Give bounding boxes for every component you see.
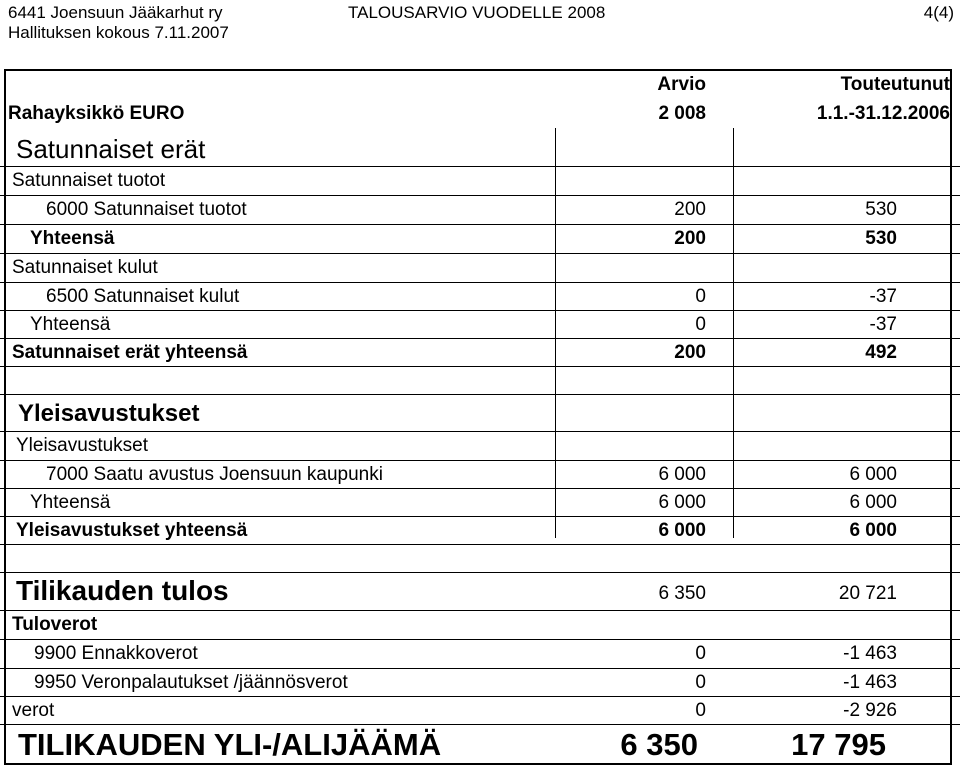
budget-value: 200 [674, 199, 706, 220]
row-label: 7000 Saatu avustus Joensuun kaupunki [46, 464, 383, 485]
budget-value: 6 000 [658, 492, 706, 513]
table-row [0, 310, 960, 339]
table-row [0, 282, 960, 311]
table-row [0, 253, 960, 283]
budget-value: 6 350 [620, 727, 698, 762]
actual-value: 17 795 [791, 727, 886, 762]
table-row [0, 338, 960, 367]
budget-value: 200 [674, 228, 706, 249]
actual-value: 492 [865, 342, 897, 363]
budget-value: 200 [674, 342, 706, 363]
table-row [0, 488, 960, 517]
budget-column-header: Arvio [657, 74, 706, 95]
budget-year: 2 008 [658, 103, 706, 124]
row-label: Satunnaiset tuotot [12, 170, 166, 191]
actual-value: 6 000 [849, 492, 897, 513]
page-number: 4(4) [923, 3, 954, 22]
budget-value: 0 [695, 286, 706, 307]
org-name: 6441 Joensuun Jääkarhut ry [8, 3, 223, 22]
row-label: Yleisavustukset [16, 435, 149, 456]
actual-value: 530 [865, 228, 897, 249]
row-label: Yhteensä [30, 492, 111, 513]
result-title: TILIKAUDEN YLI-/ALIJÄÄMÄ [18, 727, 442, 762]
budget-value: 0 [695, 672, 706, 693]
table-row [0, 394, 960, 432]
table-row [0, 166, 960, 196]
row-label: Yhteensä [30, 314, 111, 335]
row-label: 6500 Satunnaiset kulut [46, 286, 240, 307]
table-row [0, 431, 960, 461]
currency-unit-label: Rahayksikkö EURO [8, 103, 185, 124]
budget-value: 6 350 [658, 583, 706, 604]
document-title: TALOUSARVIO VUODELLE 2008 [348, 3, 606, 22]
actual-value: 20 721 [838, 583, 897, 604]
section-title: Tilikauden tulos [16, 575, 229, 606]
row-label: 9900 Ennakkoverot [34, 643, 198, 664]
actual-value: -37 [869, 314, 897, 335]
table-row [0, 195, 960, 225]
table-row [0, 639, 960, 669]
table-row [0, 668, 960, 697]
row-label: Satunnaiset kulut [12, 257, 158, 278]
budget-value: 6 000 [658, 464, 706, 485]
row-label: verot [12, 700, 55, 721]
budget-value: 0 [695, 700, 706, 721]
row-label: Yhteensä [30, 228, 115, 249]
actual-value: -2 926 [843, 700, 897, 721]
table-row [0, 572, 960, 611]
section-title: Satunnaiset erät [16, 134, 206, 164]
actual-value: 6 000 [849, 464, 897, 485]
table-row [0, 610, 960, 640]
row-label: 6000 Satunnaiset tuotot [46, 199, 247, 220]
row-label: Satunnaiset erät yhteensä [12, 342, 248, 363]
actual-value: -1 463 [843, 672, 897, 693]
actual-value: -1 463 [843, 643, 897, 664]
table-row [0, 224, 960, 254]
actual-column-header: Touteutunut [840, 74, 950, 95]
row-label: 9950 Veronpalautukset /jäännösverot [34, 672, 348, 693]
section-title: Yleisavustukset [18, 400, 200, 427]
table-row [0, 724, 960, 765]
row-label: Yleisavustukset yhteensä [16, 520, 248, 541]
row-label: Tuloverot [12, 614, 98, 635]
table-row [0, 460, 960, 489]
budget-value: 0 [695, 643, 706, 664]
table-row-spacer [0, 544, 960, 573]
budget-value: 6 000 [658, 520, 706, 541]
budget-value: 0 [695, 314, 706, 335]
actual-period: 1.1.-31.12.2006 [816, 103, 950, 124]
table-row [0, 516, 960, 545]
meeting-info: Hallituksen kokous 7.11.2007 [8, 23, 229, 42]
actual-value: -37 [869, 286, 897, 307]
actual-value: 530 [865, 199, 897, 220]
actual-value: 6 000 [849, 520, 897, 541]
table-row-spacer [0, 366, 960, 395]
table-row [0, 128, 960, 167]
table-row [0, 696, 960, 725]
